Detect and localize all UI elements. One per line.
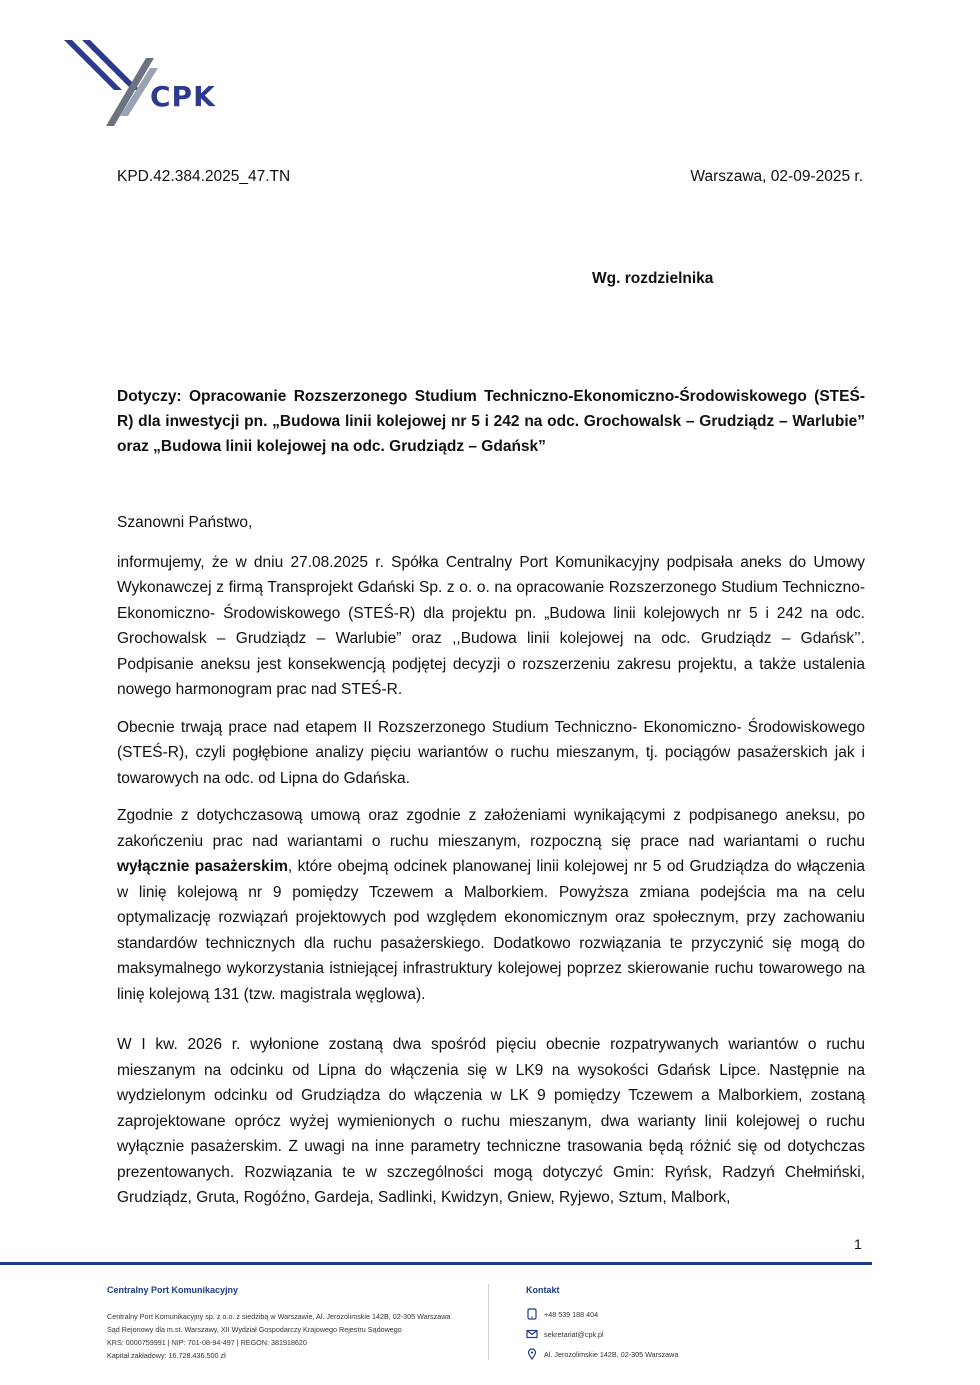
cpk-logo-text: CPK: [150, 80, 216, 113]
footer-company-title: Centralny Port Komunikacyjny: [107, 1285, 239, 1295]
letter-body: [117, 510, 865, 1223]
paragraph-1: informujemy, że w dniu 27.08.2025 r. Spółka Centralny Port Komunikacyjny podpisała aneks do Umowy Wykonawczej z firmą Transprojekt Gdański Sp. z o. o. na opracowanie Rozszerzonego Studium Techniczno- Ekonomiczno- Środowiskowego (STEŚ-R) dla projektu pn. „Budowa linii kolejowych nr 5 i 242 na odc. Grochowalsk – Grudziądz – Warlubie” oraz ,,Budowa linii kolejowej na odc. Grudziądz – Gdańsk’’. Podpisanie aneksu jest konsekwencją podjętej decyzji o rozszerzeniu zakresu projektu, a także ustalenia nowego harmonogram prac nad STEŚ-R.: [117, 553, 865, 698]
date-line: Warszawa, 02-09-2025 r.: [690, 168, 863, 185]
paragraph-4: W I kw. 2026 r. wyłonione zostaną dwa spośród pięciu obecnie rozpatrywanych wariantów o ruchu mieszanym na odcinku od Lipna do włączenia się w LK9 na wysokości Gdańsk Lipce. Następnie na wydzielonym odcinku od Grudziądza do włączenia w LK 9 pomiędzy Tczewem a Malborkiem, zostaną zaprojektowane oprócz wyżej wymienionych o ruchu mieszanym, dwa warianty linii kolejowej o ruchu wyłącznie pasażerskim. Z uwagi na inne parametry techniczne trasowania będą różnić się od dotychczas prezentowanych. Rozwiązania te w szczególności mogą dotyczyć Gmin: Ryńsk, Radzyń Chełmiński, Grudziądz, Gruta, Rogóźno, Gardeja, Sadlinki, Kwidzyn, Gniew, Ryjewo, Sztum, Malbork,: [117, 1036, 865, 1206]
footer-company-line: KRS: 0000759991 | NIP: 701-08-94-497 | REGON: 381918620: [107, 1338, 307, 1347]
paragraph-3-text-a: Zgodnie z dotychczasową umową oraz zgodnie z założeniami wynikającymi z podpisanego aneksu, po zakończeniu prac nad wariantami o ruchu mieszanym, rozpoczną się prace nad wariantami o ruchu: [117, 807, 865, 850]
footer-company-line: Centralny Port Komunikacyjny sp. z o.o. z siedzibą w Warszawie, Al. Jerozolimskie 142B, 02-305 Warszawa: [107, 1312, 451, 1321]
footer-contact-title: Kontakt: [526, 1285, 560, 1295]
recipient: Wg. rozdzielnika: [592, 270, 714, 287]
location-icon: [526, 1348, 538, 1360]
footer-divider: [0, 1262, 872, 1265]
reference-number: KPD.42.384.2025_47.TN: [117, 168, 291, 185]
footer-email: [526, 1328, 604, 1340]
paragraph-2: Obecnie trwają prace nad etapem II Rozszerzonego Studium Techniczno- Ekonomiczno- Środowiskowego (STEŚ-R), czyli pogłębione analizy pięciu wariantów o ruchu mieszanym, tj. pociągów pasażerskich jak i towarowych na odc. od Lipna do Gdańska.: [117, 718, 865, 787]
page-number: 1: [854, 1236, 862, 1252]
phone-icon: [526, 1308, 538, 1320]
address-text: Al. Jerozolimskie 142B, 02-305 Warszawa: [544, 1349, 679, 1359]
footer-company-line: Sąd Rejonowy dla m.st. Warszawy, XII Wydział Gospodarczy Krajowego Rejestru Sądowego: [107, 1325, 402, 1334]
phone-number: +48 539 188 404: [544, 1309, 599, 1319]
paragraph-3-emphasis: wyłącznie pasażerskim: [117, 858, 288, 875]
email-icon: [526, 1328, 538, 1340]
paragraph-3-text-b: , które obejmą odcinek planowanej linii kolejowej nr 5 od Grudziądza do włączenia w linię kolejową nr 9 pomiędzy Tczewem a Malborkiem. Powyższa zmiana podejścia ma na celu optymalizację rozwiązań projektowych pod względem ekonomicznym oraz społecznym, przy zachowaniu standardów technicznych dla ruchu pasażerskiego. Dodatkowo rozwiązania te przyczynić się mogą do maksymalnego wykorzystania istniejącej infrastruktury kolejowej poprzez skierowanie ruchu towarowego na linię kolejową 131 (tzw. magistrala węglowa).: [117, 858, 865, 1003]
email-address: sekretariat@cpk.pl: [544, 1329, 604, 1339]
footer-phone: [526, 1308, 598, 1320]
paragraph-3: [117, 803, 865, 1007]
footer-separator: [488, 1284, 489, 1360]
footer-address: [526, 1348, 678, 1360]
footer-company-info: [107, 1310, 450, 1362]
footer-company-line: Kapitał zakładowy: 16.728.436.500 zł: [107, 1351, 226, 1360]
greeting: Szanowni Państwo,: [117, 514, 253, 531]
subject-line: Dotyczy: Opracowanie Rozszerzonego Studium Techniczno-Ekonomiczno-Środowiskowego (STEŚ-R) dla inwestycji pn. „Budowa linii kolejowej nr 5 i 242 na odc. Grochowalsk – Grudziądz – Warlubie” oraz „Budowa linii kolejowej na odc. Grudziądz – Gdańsk”: [117, 388, 865, 455]
